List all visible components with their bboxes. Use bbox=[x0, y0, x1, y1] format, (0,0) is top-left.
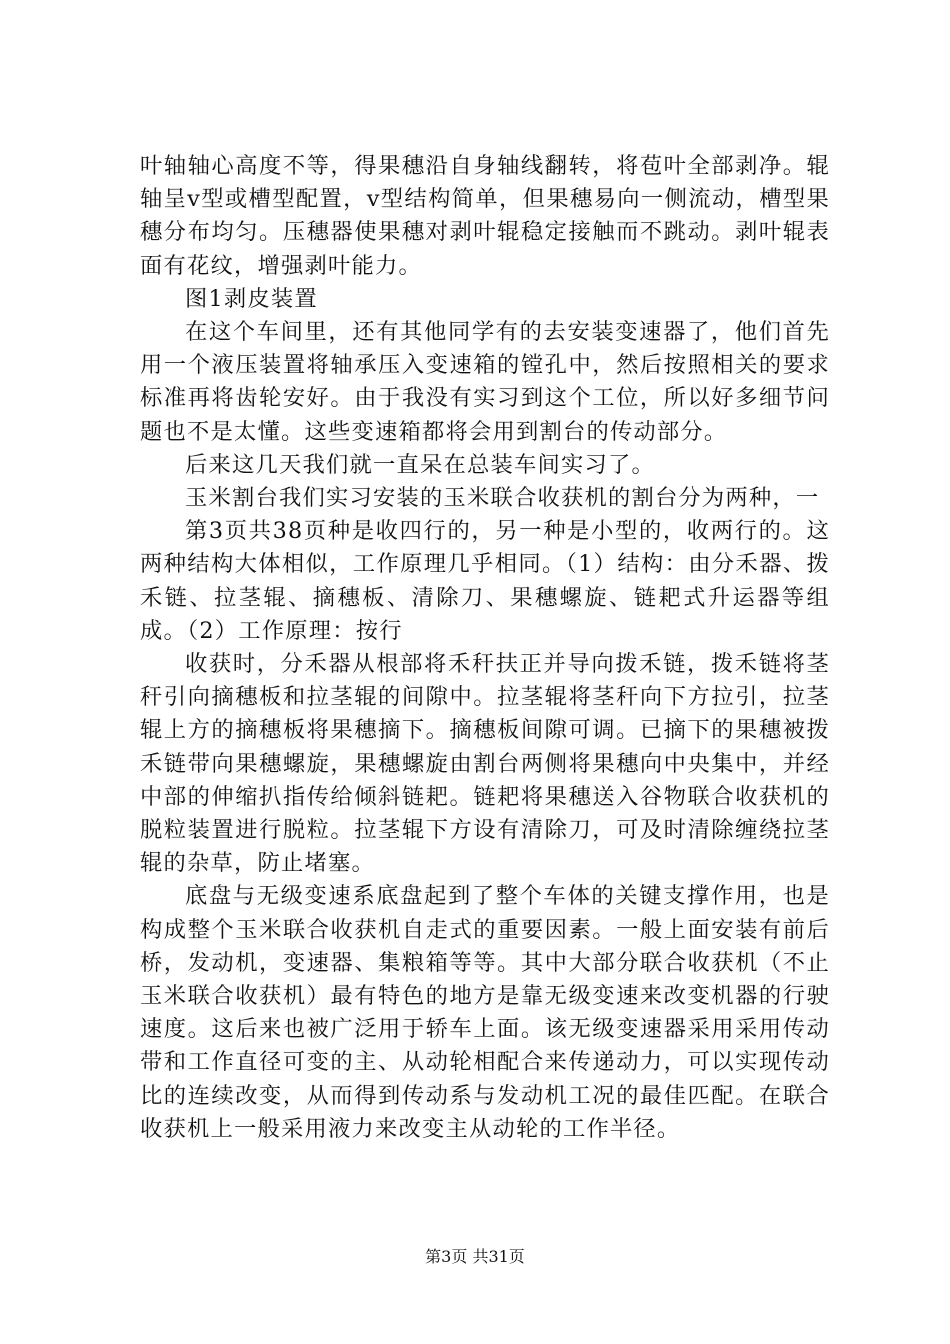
paragraph-8: 底盘与无级变速系底盘起到了整个车体的关键支撑作用，也是构成整个玉米联合收获机自走式的重要因素。一般上面安装有前后桥，发动机，变速器、集粮箱等等。其中大部分联合收获机（不止玉米联合收获机）最有特色的地方是靠无级变速来改变机器的行驶速度。这后来也被广泛用于轿车上面。该无级变速器采用采用传动带和工作直径可变的主、从动轮相配合来传递动力，可以实现传动比的连续改变，从而得到传动系与发动机工况的最佳匹配。在联合收获机上一般采用液力来改变主从动轮的工作半径。 bbox=[140, 883, 830, 1142]
paragraph-3: 在这个车间里，还有其他同学有的去安装变速器了，他们首先用一个液压装置将轴承压入变速箱的镗孔中，然后按照相关的要求标准再将齿轮安好。由于我没有实习到这个工位，所以好多细节问题也不是太懂。这些变速箱都将会用到割台的传动部分。 bbox=[140, 319, 830, 445]
paragraph-6: 第3页共38页种是收四行的，另一种是小型的，收两行的。这两种结构大体相似，工作原理几乎相同。（1）结构：由分禾器、拨禾链、拉茎辊、摘穗板、清除刀、果穗螺旋、链耙式升运器等组成。（2）工作原理：按行 bbox=[140, 518, 830, 644]
paragraph-4: 后来这几天我们就一直呆在总装车间实习了。 bbox=[185, 451, 655, 478]
paragraph-7: 收获时，分禾器从根部将禾秆扶正并导向拨禾链，拨禾链将茎秆引向摘穗板和拉茎辊的间隙中。拉茎辊将茎秆向下方拉引，拉茎辊上方的摘穗板将果穗摘下。摘穗板间隙可调。已摘下的果穗被拨禾链带向果穗螺旋，果穗螺旋由割台两侧将果穗向中央集中，并经中部的伸缩扒指传给倾斜链耙。链耙将果穗送入谷物联合收获机的脱粒装置进行脱粒。拉茎辊下方设有清除刀，可及时清除缠绕拉茎辊的杂草，防止堵塞。 bbox=[140, 651, 830, 877]
paragraph-1: 叶轴轴心高度不等，得果穗沿自身轴线翻转，将苞叶全部剥净。辊轴呈v型或槽型配置，v型结构简单，但果穗易向一侧流动，槽型果穗分布均匀。压穗器使果穗对剥叶辊稳定接触而不跳动。剥叶辊表面有花纹，增强剥叶能力。 bbox=[140, 153, 830, 279]
paragraph-5: 玉米割台我们实习安装的玉米联合收获机的割台分为两种，一 bbox=[185, 485, 820, 512]
figure-caption: 图1剥皮装置 bbox=[185, 285, 318, 312]
page-footer: 第3页 共31页 bbox=[425, 1247, 525, 1266]
document-body bbox=[140, 150, 830, 1146]
